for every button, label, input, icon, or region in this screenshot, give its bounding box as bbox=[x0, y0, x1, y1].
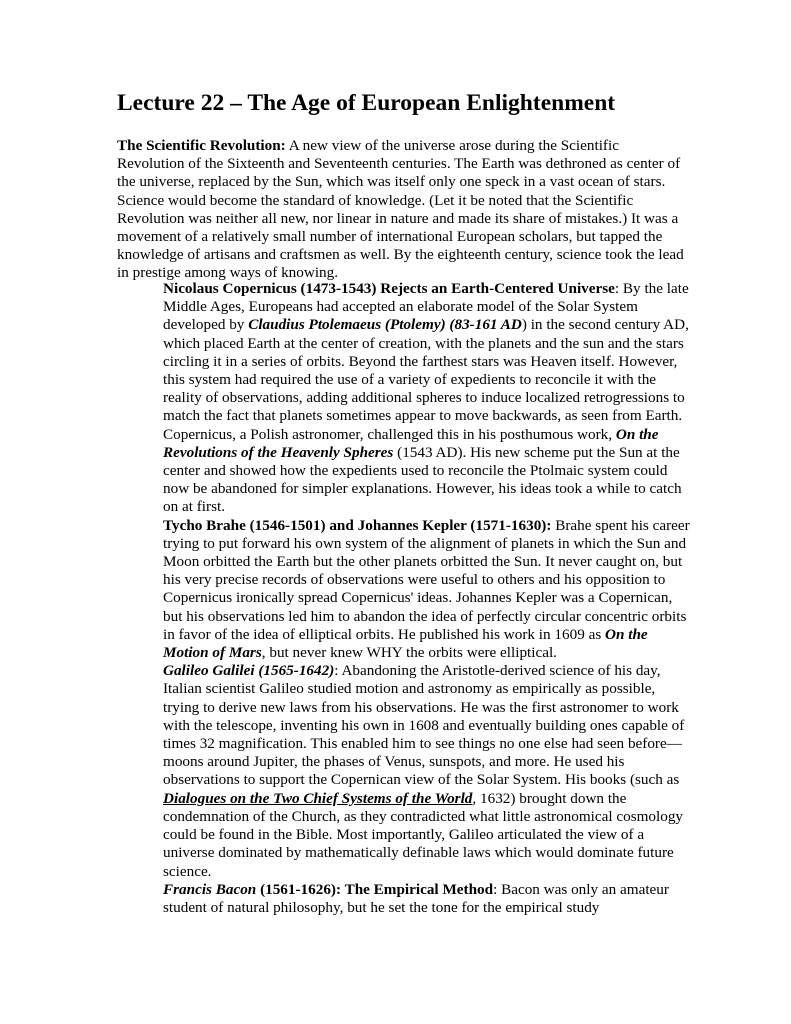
intro-paragraph bbox=[117, 137, 687, 283]
copernicus-text-2: ) in the second century AD, which placed Earth at the center of creation, with the planets and the sun and the stars circling it in a series of orbits. Beyond the farthest stars was Heaven itself. However, this system had required the use of a variety of expedients to reconcile it with the reality of observations, adding additional spheres to induce localized retrogressions to match the fact that planets sometimes appear to move backwards, as seen from Earth. Copernicus, a Polish astronomer, challenged this in his posthumous work, bbox=[163, 316, 689, 443]
galileo-text-2: , 1632) brought down the condemnation of the Church, as they contradicted what little astronomical cosmology could be found in the Bible. Most importantly, Galileo articulated the view of a universe dominated by mathematically definable laws which would dominate future science. bbox=[163, 789, 684, 880]
copernicus-text-3: (1543 AD). His new scheme put the Sun at the center and showed how the expedients used to reconcile the Ptolmaic system could now be abandoned for simpler explanations. However, his ideas took a while to catch on at first. bbox=[163, 443, 682, 516]
galileo-heading: Galileo Galilei (1565-1642) bbox=[163, 662, 335, 680]
bacon-name: Francis Bacon bbox=[163, 880, 257, 898]
brahe-kepler-text-1: Brahe spent his career trying to put forward his own system of the alignment of planets in which the Sun and Moon orbitted the Earth but the other planets orbitted the Sun. It never caught on, but his very precise records of observations were useful to others and his opposition to Copernicus ironically spread Copernicus' ideas. Johannes Kepler was a Copernican, but his observations led him to abandon the idea of perfectly circular concentric orbits in favor of the idea of elliptical orbits. He published his work in 1609 as bbox=[163, 516, 690, 643]
brahe-kepler-heading: Tycho Brahe (1546-1501) and Johannes Kepler (1571-1630): bbox=[163, 516, 552, 534]
page-title: Lecture 22 – The Age of European Enlightenment bbox=[117, 90, 616, 116]
galileo-text-1: : Abandoning the Aristotle-derived science of his day, Italian scientist Galileo studied motion and astronomy as empirically as possible, trying to derive new laws from his observations. He was the first astronomer to work with the telescope, inventing his own in 1608 and eventually building ones capable of times 32 magnification. This enabled him to see things no one else had seen before—moons around Jupiter, the phases of Venus, sunspots, and more. He used his observations to support the Copernican view of the Solar System. His books (such as bbox=[163, 662, 685, 789]
bacon-heading: (1561-1626): The Empirical Method bbox=[256, 880, 494, 898]
intro-heading: The Scientific Revolution: bbox=[117, 137, 286, 154]
brahe-kepler-paragraph bbox=[163, 517, 691, 663]
ptolemy-name: Claudius Ptolemaeus (Ptolemy) (83-161 AD bbox=[248, 316, 522, 334]
galileo-book-title: Dialogues on the Two Chief Systems of the World bbox=[163, 789, 473, 807]
galileo-paragraph bbox=[163, 662, 691, 880]
sections-block bbox=[163, 280, 691, 917]
copernicus-text-1: : By the late Middle Ages, Europeans had accepted an elaborate model of the Solar System developed by bbox=[163, 280, 689, 334]
copernicus-book-title: On the Revolutions of the Heavenly Spheres bbox=[163, 425, 659, 461]
copernicus-paragraph bbox=[163, 280, 691, 517]
intro-text: A new view of the universe arose during the Scientific Revolution of the Sixteenth and Seventeenth centuries. The Earth was dethroned as center of the universe, replaced by the Sun, which was itself only one speck in a vast ocean of stars. Science would become the standard of knowledge. (Let it be noted that the Scientific Revolution was neither all new, nor linear in nature and made its share of mistakes.) It was a movement of a relatively small number of international European scholars, but tapped the knowledge of artisans and craftsmen as well. By the eighteenth century, science took the lead in prestige among ways of knowing. bbox=[117, 137, 684, 282]
bacon-text: : Bacon was only an amateur student of natural philosophy, but he set the tone for the empirical study bbox=[163, 880, 669, 916]
copernicus-heading: Nicolaus Copernicus (1473-1543) Rejects an Earth-Centered Universe bbox=[163, 280, 615, 297]
brahe-kepler-text-2: , but never knew WHY the orbits were elliptical. bbox=[261, 644, 557, 662]
kepler-book-title: On the Motion of Mars bbox=[163, 625, 648, 662]
bacon-paragraph bbox=[163, 881, 691, 917]
